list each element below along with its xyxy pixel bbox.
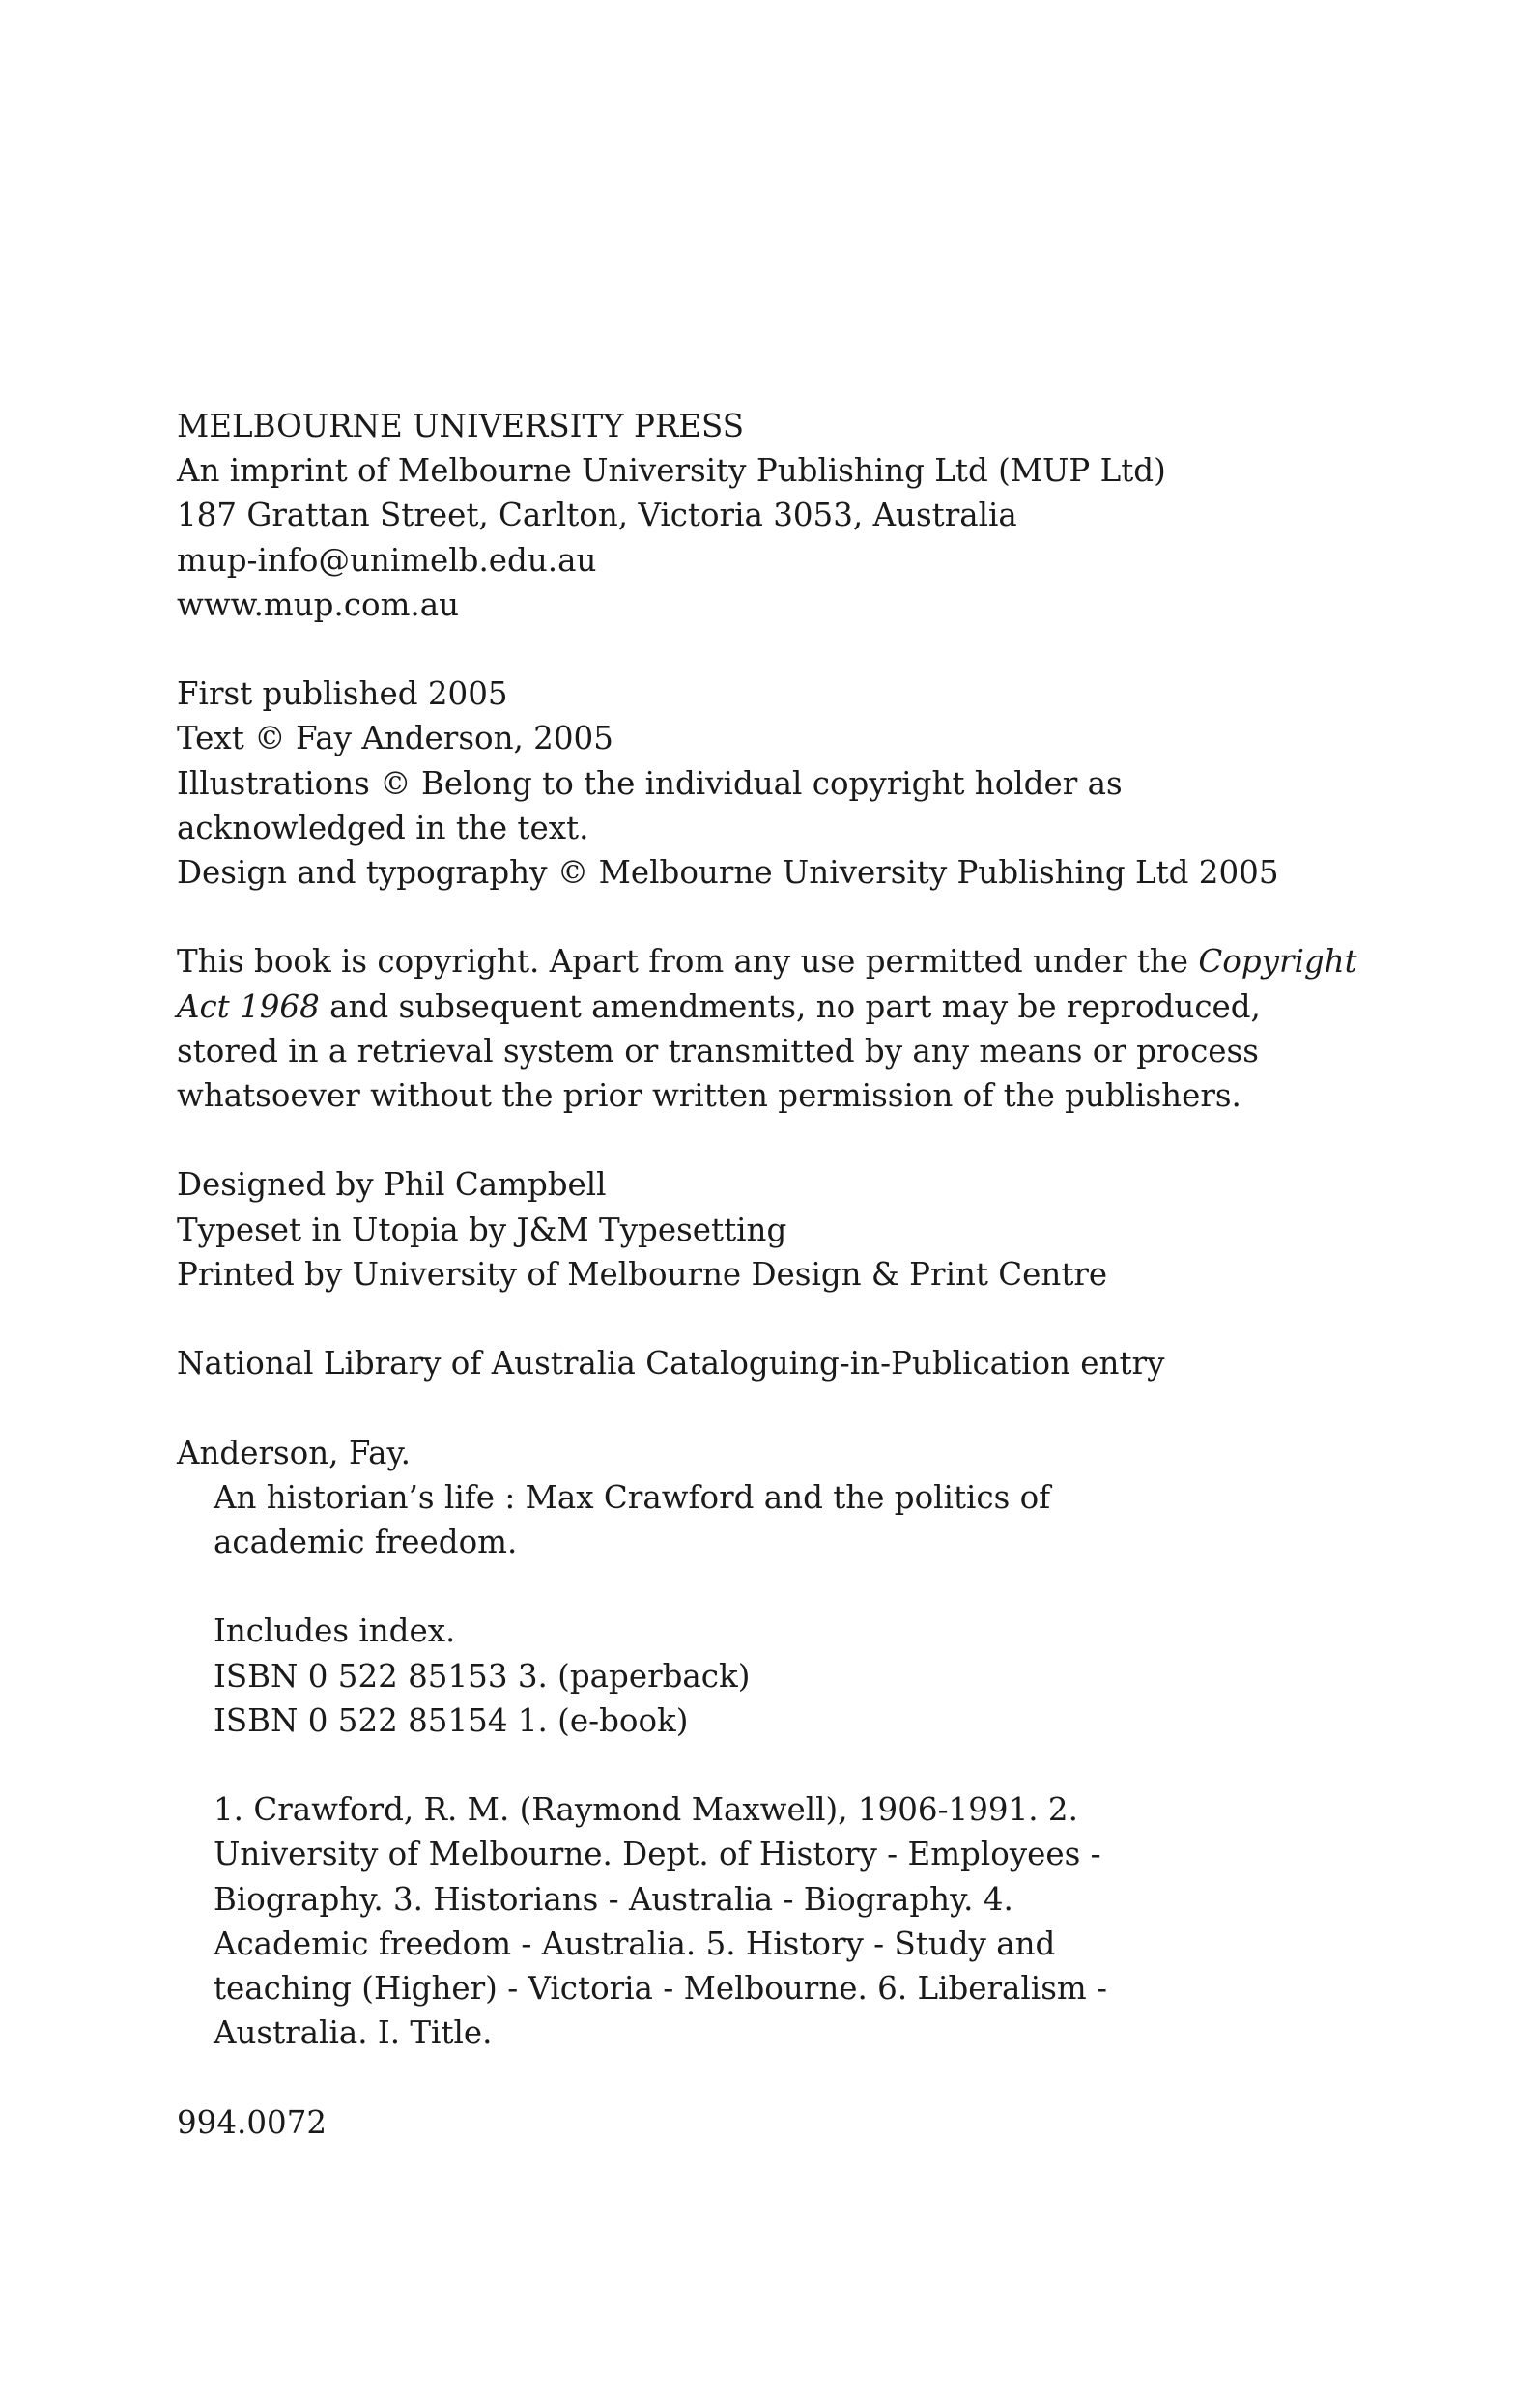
cip-author: Anderson, Fay. — [177, 1434, 411, 1471]
cip-subject-line: 1. Crawford, R. M. (Raymond Maxwell), 1906-1991. 2. — [214, 1791, 1078, 1829]
publisher-website: www.mup.com.au — [177, 585, 460, 623]
cip-subject-line: Australia. I. Title. — [214, 2014, 493, 2052]
first-published: First published 2005 — [177, 675, 508, 713]
illustrations-copyright-line-2: acknowledged in the text. — [177, 809, 589, 846]
rights-block — [177, 671, 1384, 895]
publisher-email: mup-info@unimelb.edu.au — [177, 541, 597, 579]
publisher-name: MELBOURNE UNIVERSITY PRESS — [177, 408, 744, 444]
printer-credit: Printed by University of Melbourne Design & Print Centre — [177, 1255, 1108, 1293]
illustrations-copyright-line-1: Illustrations © Belong to the individual copyright holder as — [177, 764, 1123, 802]
cip-subject-line: Academic freedom - Australia. 5. History - Study and — [214, 1925, 1056, 1962]
copyright-notice-line-1 — [177, 939, 1384, 984]
copyright-notice-line-3: stored in a retrieval system or transmitted by any means or process — [177, 1032, 1259, 1070]
cip-heading-block — [177, 1341, 1384, 1385]
cip-subjects — [177, 1787, 1384, 2055]
dewey-classification: 994.0072 — [177, 2103, 328, 2141]
copyright-act-title: Copyright — [1198, 943, 1357, 981]
designer-credit: Designed by Phil Campbell — [177, 1166, 607, 1204]
copyright-notice-line-2 — [177, 984, 1384, 1029]
copyright-notice-line-1-text: This book is copyright. Apart from any use permitted under the — [177, 943, 1199, 981]
isbn-ebook: ISBN 0 522 85154 1. (e-book) — [214, 1701, 689, 1739]
copyright-notice-line-4: whatsoever without the prior written permission of the publishers. — [177, 1077, 1241, 1115]
copyright-page — [177, 404, 1384, 2145]
cip-entry — [177, 1431, 1384, 1565]
cip-title-line-2: academic freedom. — [214, 1524, 518, 1560]
publisher-address: 187 Grattan Street, Carlton, Victoria 3053, Australia — [177, 497, 1017, 534]
cip-subject-line: Biography. 3. Historians - Australia - Biography. 4. — [214, 1880, 1013, 1918]
cip-subject-line: University of Melbourne. Dept. of History - Employees - — [214, 1836, 1101, 1873]
cip-title-line-1: An historian’s life : Max Crawford and the politics of — [214, 1478, 1051, 1516]
copyright-act-year: Act 1968 — [177, 987, 320, 1025]
cip-classification-block — [177, 2100, 1384, 2145]
production-block — [177, 1162, 1384, 1297]
cip-subject-line: teaching (Higher) - Victoria - Melbourne. 6. Liberalism - — [214, 1970, 1108, 2007]
text-copyright: Text © Fay Anderson, 2005 — [177, 720, 613, 757]
copyright-notice — [177, 939, 1384, 1118]
copyright-notice-line-2-text: and subsequent amendments, no part may be reproduced, — [319, 987, 1261, 1025]
publisher-block — [177, 404, 1384, 627]
design-copyright: Design and typography © Melbourne University Publishing Ltd 2005 — [177, 854, 1279, 892]
typeset-credit: Typeset in Utopia by J&M Typesetting — [177, 1211, 787, 1248]
cip-heading: National Library of Australia Cataloguing-in-Publication entry — [177, 1345, 1165, 1383]
cip-includes-index: Includes index. — [214, 1612, 456, 1650]
isbn-paperback: ISBN 0 522 85153 3. (paperback) — [214, 1657, 751, 1695]
cip-isbn-block — [177, 1609, 1384, 1743]
publisher-imprint: An imprint of Melbourne University Publishing Ltd (MUP Ltd) — [177, 452, 1166, 490]
